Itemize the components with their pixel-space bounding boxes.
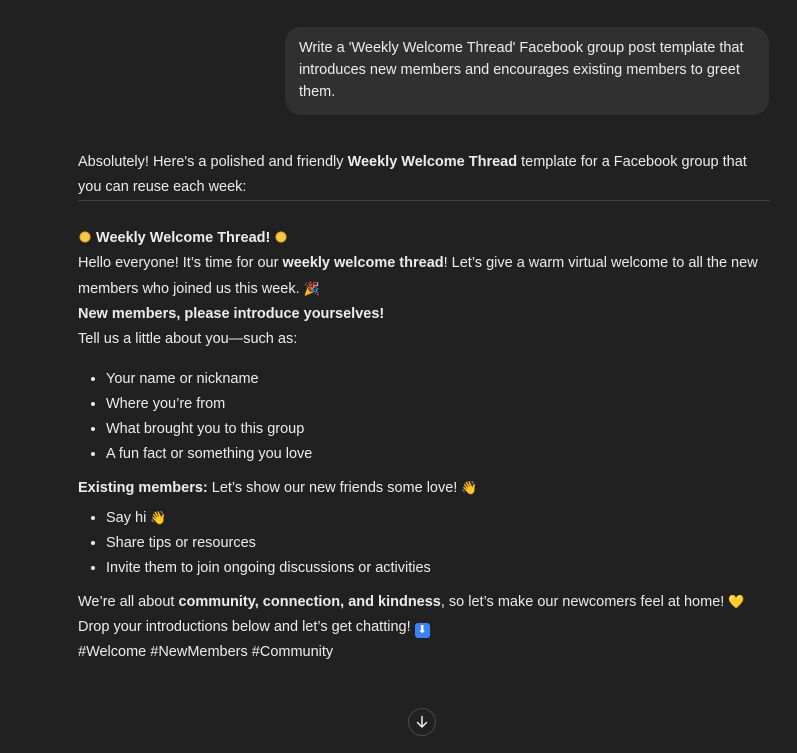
list-item: • Say hi 👋 — [106, 505, 770, 531]
sun-icon — [78, 230, 92, 244]
user-message-bubble — [285, 27, 769, 115]
user-message-row — [285, 27, 769, 115]
assistant-intro: Absolutely! Here's a polished and friendly Weekly Welcome Thread template for a Facebook group that you can reuse each week: — [78, 154, 747, 195]
list-item: • Where you’re from — [106, 392, 770, 417]
yellow-heart-icon: 💛 — [728, 594, 745, 609]
existing-members-line: Existing members: Let’s show our new friends some love! 👋 — [78, 480, 478, 496]
post-heading: Weekly Welcome Thread! — [78, 226, 770, 251]
intro-list — [78, 367, 770, 467]
closing-paragraph: We’re all about community, connection, and kindness, so let’s make our newcomers feel at home! 💛 — [78, 594, 745, 610]
assistant-message — [78, 150, 770, 665]
down-arrow-emoji-icon: ⬇ — [415, 623, 430, 638]
arrow-down-icon — [415, 715, 429, 729]
new-members-line: Tell us a little about you—such as: — [78, 331, 298, 347]
user-message-text: Write a 'Weekly Welcome Thread' Facebook group post template that introduces new members and encourages existing members to greet them. — [299, 40, 744, 100]
waving-hand-icon: 👋 — [461, 480, 478, 495]
drop-line: Drop your introductions below and let’s get chatting! ⬇ — [78, 615, 770, 640]
list-item: • What brought you to this group — [106, 417, 770, 442]
greet-list — [78, 505, 770, 581]
intro-bold: Weekly Welcome Thread — [347, 154, 518, 170]
list-item: • Share tips or resources — [106, 531, 770, 556]
list-item: • A fun fact or something you love — [106, 442, 770, 467]
scroll-to-bottom-button[interactable] — [408, 708, 436, 736]
waving-hand-icon: 👋 — [150, 510, 167, 525]
divider — [78, 200, 770, 201]
list-item: • Invite them to join ongoing discussions or activities — [106, 556, 770, 581]
party-popper-icon: 🎉 — [303, 281, 320, 296]
sun-icon — [274, 230, 288, 244]
new-members-heading: New members, please introduce yourselves! — [78, 306, 385, 322]
list-item: • Your name or nickname — [106, 367, 770, 392]
welcome-paragraph: Hello everyone! It’s time for our weekly welcome thread! Let’s give a warm virtual welcome to all the new members who joined us this week. 🎉 — [78, 255, 758, 297]
hashtags: #Welcome #NewMembers #Community — [78, 644, 334, 660]
